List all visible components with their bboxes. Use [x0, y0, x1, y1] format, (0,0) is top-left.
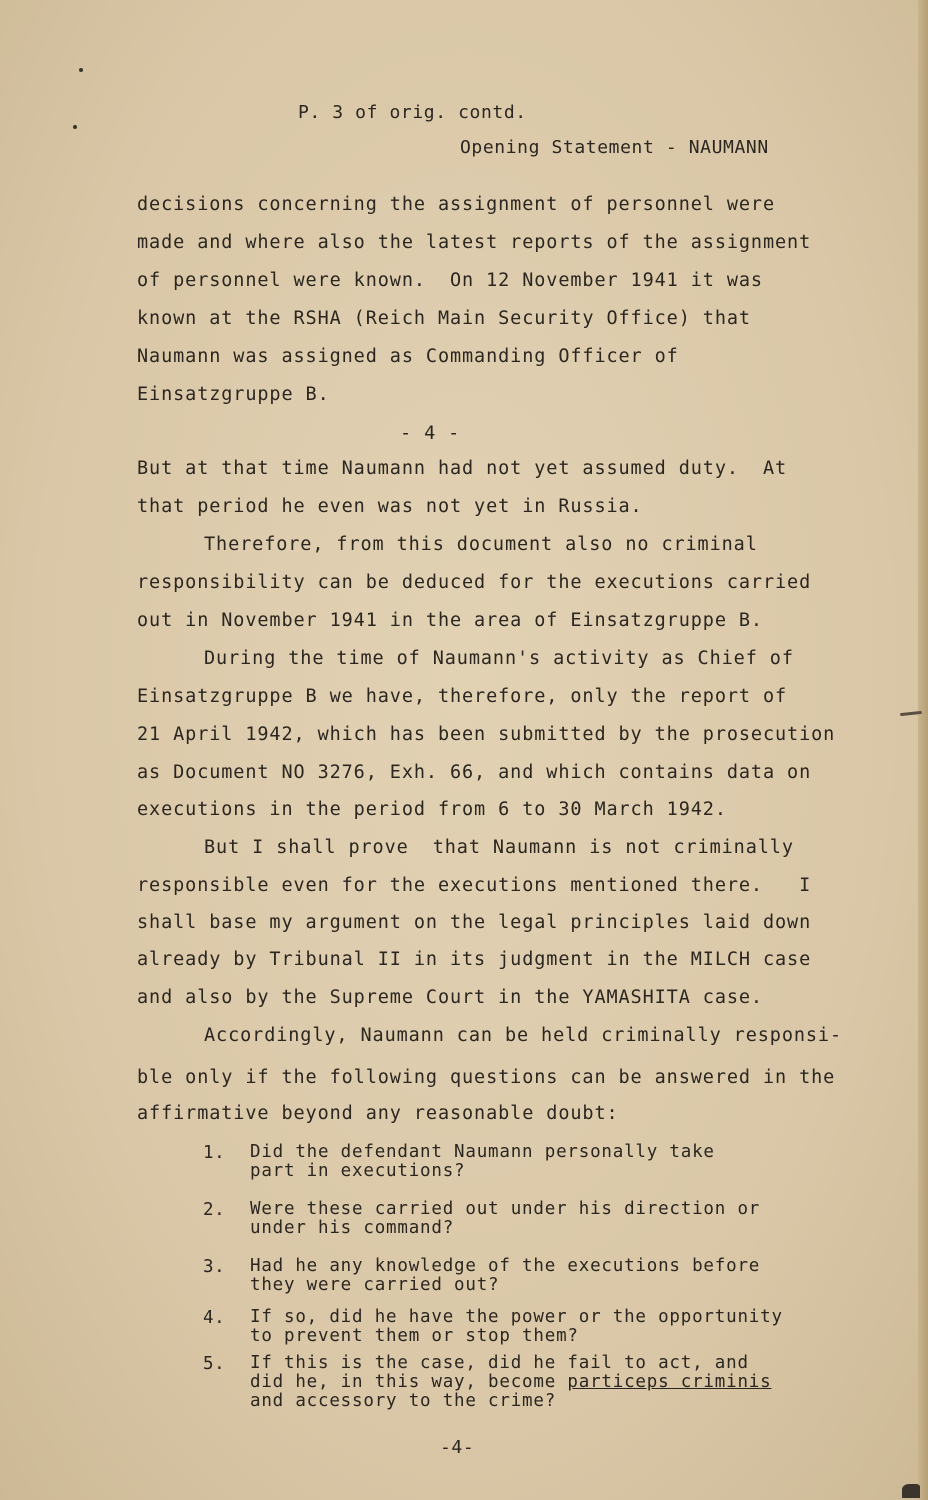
question-line: part in executions? — [250, 1161, 466, 1181]
question-line: Did the defendant Naumann personally take — [250, 1142, 715, 1162]
text-line: as Document NO 3276, Exh. 66, and which contains data on — [137, 762, 812, 783]
text-line: made and where also the latest reports of the assignment — [137, 232, 812, 253]
text-line: shall base my argument on the legal principles laid down — [137, 912, 812, 933]
text-line: Einsatzgruppe B. — [137, 384, 330, 405]
latin-term: particeps criminis — [567, 1372, 772, 1392]
question-line: Were these carried out under his direction or — [250, 1199, 761, 1219]
text-line: out in November 1941 in the area of Einsatzgruppe B. — [137, 610, 763, 631]
question-number: 1. — [203, 1143, 226, 1163]
section-marker: - 4 - — [400, 423, 461, 444]
text-line: affirmative beyond any reasonable doubt: — [137, 1103, 619, 1124]
paper-edge — [918, 0, 928, 1500]
text-line: ble only if the following questions can be answered in the — [137, 1067, 836, 1088]
question-line — [250, 1373, 771, 1392]
question-number: 2. — [203, 1200, 226, 1220]
question-number: 3. — [203, 1257, 226, 1277]
question-line: If this is the case, did he fail to act, and — [250, 1353, 749, 1373]
page-reference: P. 3 of orig. contd. — [298, 102, 527, 123]
text-line: responsibility can be deduced for the executions carried — [137, 572, 812, 593]
text-line: known at the RSHA (Reich Main Security Office) that — [137, 308, 751, 329]
question-line: and accessory to the crime? — [250, 1391, 557, 1411]
corner-mark — [902, 1484, 920, 1498]
text-line: decisions concerning the assignment of personnel were — [137, 194, 776, 215]
text-line: already by Tribunal II in its judgment in the MILCH case — [137, 949, 812, 970]
text-line: that period he even was not yet in Russia. — [137, 496, 643, 517]
question-line: Had he any knowledge of the executions before — [250, 1256, 761, 1276]
paper-speck — [79, 68, 83, 72]
question-line: they were carried out? — [250, 1275, 500, 1295]
text-line: Accordingly, Naumann can be held criminally responsi- — [204, 1025, 843, 1046]
text-line: responsible even for the executions mentioned there. I — [137, 875, 812, 896]
text-line: executions in the period from 6 to 30 March 1942. — [137, 799, 727, 820]
document-subtitle: Opening Statement - NAUMANN — [460, 137, 769, 158]
text-line: During the time of Naumann's activity as Chief of — [204, 648, 794, 669]
text-line: 21 April 1942, which has been submitted by the prosecution — [137, 724, 836, 745]
text-line: of personnel were known. On 12 November 1941 it was — [137, 270, 763, 291]
question-line: under his command? — [250, 1218, 455, 1238]
question-number: 5. — [203, 1354, 226, 1374]
question-line: If so, did he have the power or the opportunity — [250, 1307, 783, 1327]
text-line: But at that time Naumann had not yet assumed duty. At — [137, 458, 788, 479]
text-line: Naumann was assigned as Commanding Officer of — [137, 346, 679, 367]
text-line: Einsatzgruppe B we have, therefore, only the report of — [137, 686, 788, 707]
text-line: But I shall prove that Naumann is not criminally — [204, 837, 794, 858]
question-line: to prevent them or stop them? — [250, 1326, 579, 1346]
question-line-text: did he, in this way, become — [250, 1372, 568, 1392]
text-line: Therefore, from this document also no criminal — [204, 534, 758, 555]
page-number: -4- — [440, 1437, 475, 1458]
question-number: 4. — [203, 1308, 226, 1328]
text-line: and also by the Supreme Court in the YAMASHITA case. — [137, 987, 763, 1008]
paper-speck — [73, 125, 77, 129]
